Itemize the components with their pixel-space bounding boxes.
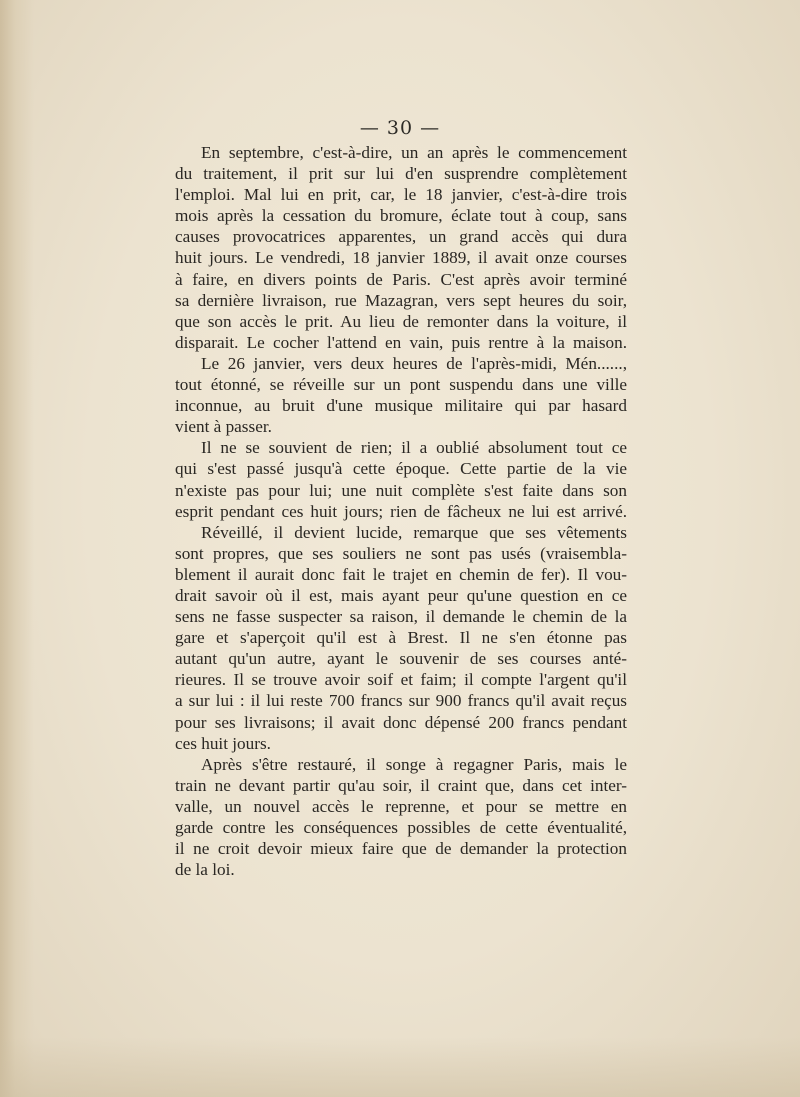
text-line: a sur lui : il lui reste 700 francs sur 900 francs qu'il avait reçus (175, 691, 627, 711)
text-line: n'existe pas pour lui; une nuit complète s'est faite dans son (175, 480, 627, 500)
text-line: disparait. Le cocher l'attend en vain, puis rentre à la maison. (175, 332, 627, 352)
body-text (175, 142, 627, 880)
text-line: sens ne fasse suspecter sa raison, il demande le chemin de la (175, 607, 627, 627)
text-line: Réveillé, il devient lucide, remarque que ses vêtements (201, 522, 627, 542)
text-line: qui s'est passé jusqu'à cette époque. Cette partie de la vie (175, 459, 627, 479)
text-line: train ne devant partir qu'au soir, il craint que, dans cet inter- (175, 775, 627, 795)
text-line: sa dernière livraison, rue Mazagran, vers sept heures du soir, (175, 290, 627, 310)
text-line: En septembre, c'est-à-dire, un an après le commencement (201, 143, 627, 162)
text-line: de la loi. (175, 860, 235, 880)
text-line: esprit pendant ces huit jours; rien de fâcheux ne lui est arrivé. (175, 501, 627, 521)
paper-edge-shadow (0, 0, 34, 1097)
text-line: huit jours. Le vendredi, 18 janvier 1889, il avait onze courses (175, 248, 627, 268)
text-line: blement il aurait donc fait le trajet en chemin de fer). Il vou- (175, 564, 627, 584)
text-line: causes provocatrices apparentes, un grand accès qui dura (175, 227, 627, 247)
text-line: pour ses livraisons; il avait donc dépensé 200 francs pendant (175, 712, 627, 732)
text-line: Le 26 janvier, vers deux heures de l'après-midi, Mén......, (201, 353, 627, 373)
page-number: — 30 — (359, 117, 441, 139)
text-line: vient à passer. (175, 417, 272, 437)
text-line: ces huit jours. (175, 733, 271, 753)
text-line: rieures. Il se trouve avoir soif et faim; il compte l'argent qu'il (175, 670, 627, 690)
text-line: tout étonné, se réveille sur un pont suspendu dans une ville (175, 375, 627, 395)
text-line: Il ne se souvient de rien; il a oublié absolument tout ce (201, 438, 627, 458)
text-line: inconnue, au bruit d'une musique militaire qui par hasard (175, 396, 627, 416)
text-line: que son accès le prit. Au lieu de remonter dans la voiture, il (175, 311, 627, 331)
text-line: l'emploi. Mal lui en prit, car, le 18 janvier, c'est-à-dire trois (175, 185, 627, 205)
paper-bottom-shadow (0, 1037, 800, 1097)
text-line: Après s'être restauré, il songe à regagner Paris, mais le (201, 754, 627, 774)
text-line: mois après la cessation du bromure, éclate tout à coup, sans (175, 206, 627, 226)
text-line: autant qu'un autre, ayant le souvenir de ses courses anté- (175, 649, 627, 669)
text-line: il ne croit devoir mieux faire que de demander la protection (175, 839, 627, 859)
text-line: du traitement, il prit sur lui d'en susprendre complètement (175, 164, 627, 184)
text-line: sont propres, que ses souliers ne sont pas usés (vraisembla- (175, 543, 627, 563)
text-line: gare et s'aperçoit qu'il est à Brest. Il ne s'en étonne pas (175, 628, 627, 648)
text-line: à faire, en divers points de Paris. C'est après avoir terminé (175, 269, 627, 289)
text-line: garde contre les conséquences possibles de cette éventualité, (175, 818, 627, 837)
text-line: drait savoir où il est, mais ayant peur qu'une question en ce (175, 585, 627, 605)
text-line: valle, un nouvel accès le reprenne, et pour se mettre en (175, 796, 627, 816)
